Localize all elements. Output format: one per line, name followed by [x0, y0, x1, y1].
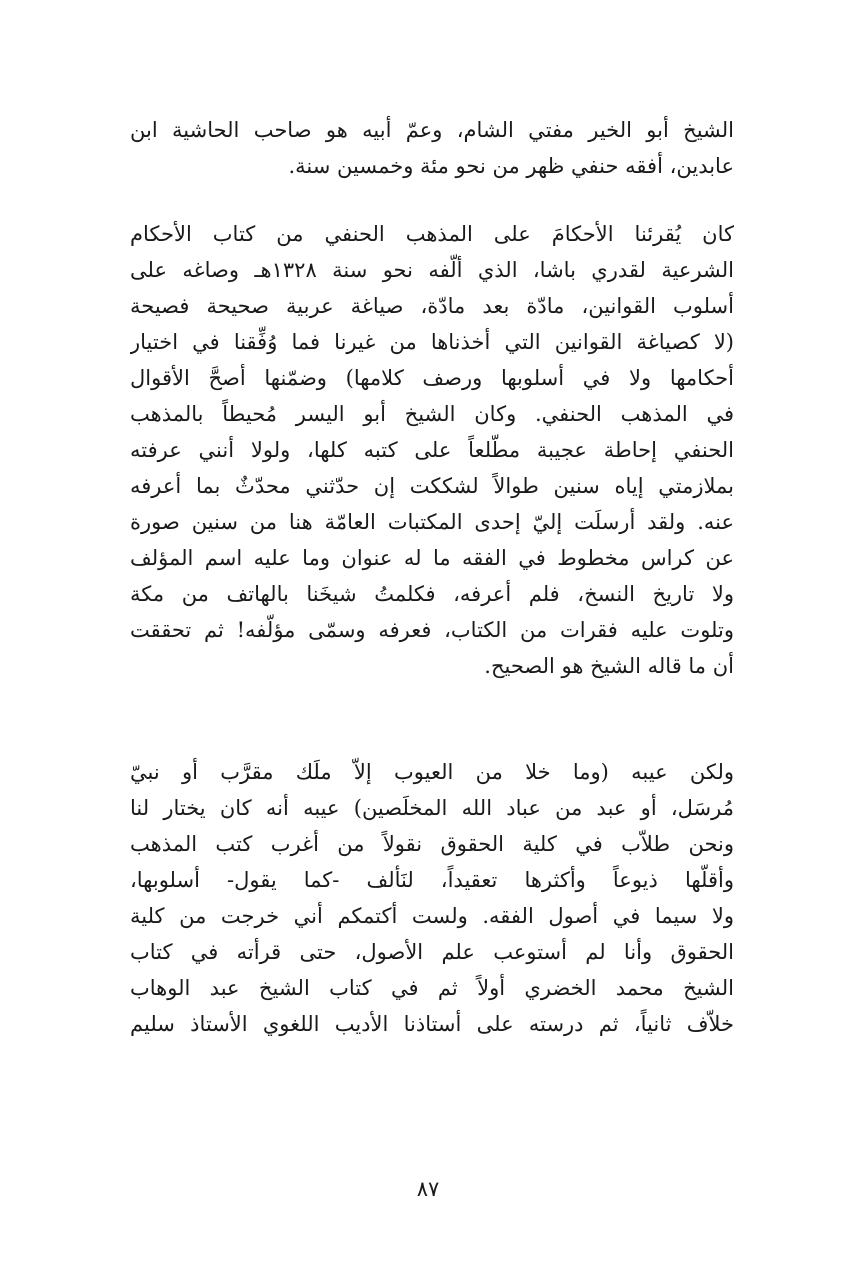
text-line: الحنفي إحاطة عجيبة مطّلعاً على كتبه كلها، ولولا أنني عرفته — [130, 438, 734, 462]
text-line: ولا تاريخ النسخ، فلم أعرفه، فكلمتُ شيخَنا بالهاتف من مكة — [130, 582, 734, 606]
text-line: الشيخ محمد الخضري أولاً ثم في كتاب الشيخ عبد الوهاب — [130, 976, 734, 1000]
text-line: عنه. ولقد أرسلَت إليّ إحدى المكتبات العامّة هنا من سنين صورة — [130, 510, 734, 534]
text-line: وأقلّها ذيوعاً وأكثرها تعقيداً، لنَألف -كما يقول- أسلوبها، — [130, 868, 734, 892]
paragraph-3 — [130, 754, 734, 1042]
text-line: خلاّف ثانياً، ثم درسته على أستاذنا الأديب اللغوي الأستاذ سليم — [130, 1012, 734, 1036]
text-line: في المذهب الحنفي. وكان الشيخ أبو اليسر مُحيطاً بالمذهب — [130, 402, 734, 426]
text-line: بملازمتي إياه سنين طوالاً لشككت إن حدّثني محدّثٌ بما أعرفه — [130, 474, 734, 498]
paragraph-2 — [130, 216, 734, 684]
text-line: أحكامها ولا في أسلوبها ورصف كلامها) وضمّنها أصحَّ الأقوال — [130, 366, 734, 390]
text-line: الحقوق وأنا لم أستوعب علم الأصول، حتى قرأته في كتاب — [130, 940, 734, 964]
text-line: وتلوت عليه فقرات من الكتاب، فعرفه وسمّى مؤلّفه! ثم تحققت — [130, 618, 734, 642]
text-line: عابدين، أفقه حنفي ظهر من نحو مئة وخمسين سنة. — [288, 154, 734, 178]
text-line: (لا كصياغة القوانين التي أخذناها من غيرنا فما وُفِّقنا في اختيار — [130, 330, 734, 354]
text-line: أن ما قاله الشيخ هو الصحيح. — [484, 654, 734, 678]
text-line: الشيخ أبو الخير مفتي الشام، وعمّ أبيه هو صاحب الحاشية ابن — [130, 118, 734, 142]
page-number: ٨٧ — [416, 1177, 440, 1201]
text-line: مُرسَل، أو عبد من عباد الله المخلَصين) عيبه أنه كان يختار لنا — [130, 796, 734, 820]
text-line: ولكن عيبه (وما خلا من العيوب إلاّ ملَك مقرَّب أو نبيّ — [130, 760, 734, 784]
text-line: ونحن طلاّب في كلية الحقوق نقولاً من أغرب كتب المذهب — [130, 832, 734, 856]
text-line: عن كراس مخطوط في الفقه ما له عنوان وما عليه اسم المؤلف — [130, 546, 734, 570]
text-line: ولا سيما في أصول الفقه. ولست أكتمكم أني خرجت من كلية — [130, 904, 734, 928]
paragraph-1 — [130, 112, 734, 184]
text-line: أسلوب القوانين، مادّة بعد مادّة، صياغة عربية صحيحة فصيحة — [130, 294, 734, 318]
text-line: كان يُقرئنا الأحكامَ على المذهب الحنفي من كتاب الأحكام — [130, 222, 734, 246]
text-line: الشرعية لقدري باشا، الذي ألّفه نحو سنة ١٣٢٨هـ وصاغه على — [130, 258, 734, 282]
